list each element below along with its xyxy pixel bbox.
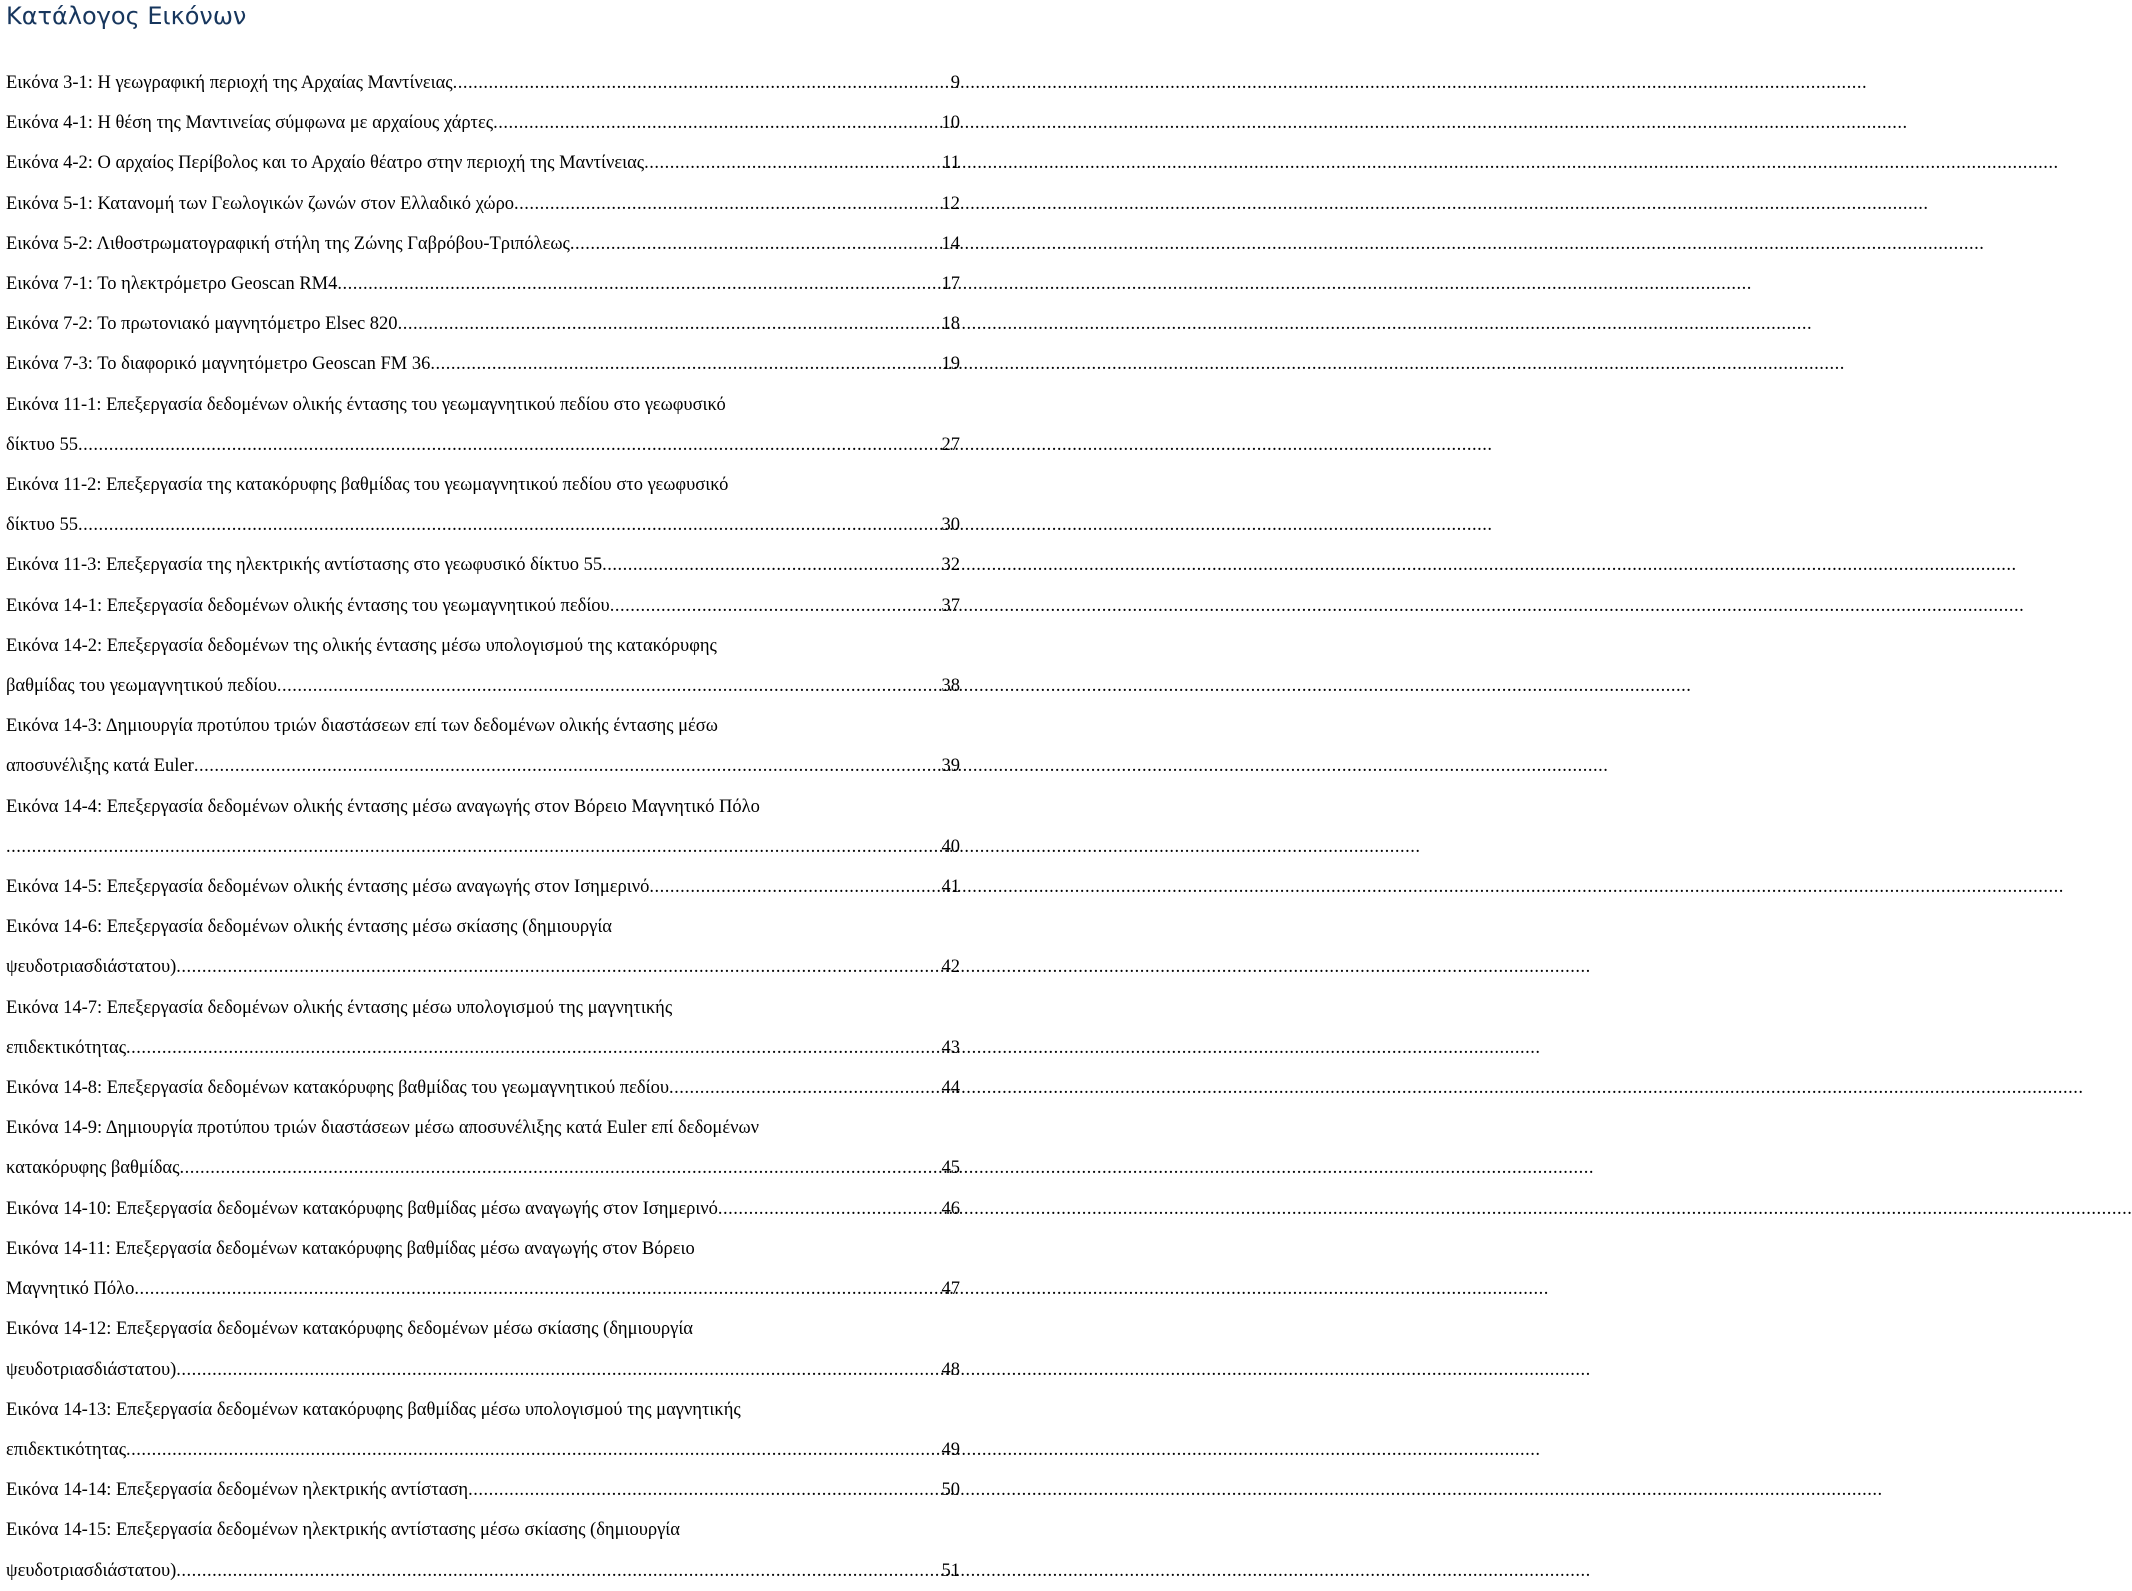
toc-entry-page-number: 10	[941, 113, 960, 134]
toc-entry-caption: Εικόνα 7-3: Το διαφορικό μαγνητόμετρο Geoscan FM 36	[6, 354, 431, 375]
dot-leader	[78, 505, 941, 545]
toc-entry-page-number: 43	[941, 1037, 960, 1058]
toc-entry-caption: Εικόνα 14-15: Επεξεργασία δεδομένων ηλεκτρικής αντίστασης μέσω σκίασης (δημιουργία	[6, 1520, 680, 1541]
toc-entry-caption: επιδεκτικότητας	[6, 1037, 127, 1058]
dot-leader	[514, 184, 940, 224]
toc-entry-page-number: 41	[941, 877, 960, 898]
toc-entry[interactable]	[6, 143, 960, 183]
toc-entry[interactable]	[6, 867, 960, 907]
toc-entry-caption: αποσυνέλιξης κατά Euler	[6, 756, 194, 777]
page-title: Κατάλογος Εικόνων	[6, 2, 247, 30]
toc-entry-continuation	[6, 425, 960, 465]
toc-entry[interactable]	[6, 465, 960, 545]
toc-entry[interactable]	[6, 63, 960, 103]
toc-entry[interactable]	[6, 1309, 960, 1389]
toc-entry-continuation	[6, 1269, 960, 1309]
toc-entry-continuation	[6, 1551, 960, 1591]
toc-entry-caption: κατακόρυφης βαθμίδας	[6, 1158, 180, 1179]
document-page	[0, 0, 960, 1581]
toc-entry[interactable]	[6, 787, 960, 867]
table-of-figures	[6, 63, 960, 1591]
toc-entry-caption: Εικόνα 14-13: Επεξεργασία δεδομένων κατακόρυφης βαθμίδας μέσω υπολογισμού της μαγνητικής	[6, 1399, 741, 1420]
toc-entry[interactable]	[6, 907, 960, 987]
dot-leader	[493, 103, 940, 143]
toc-entry-caption: Εικόνα 14-6: Επεξεργασία δεδομένων ολικής έντασης μέσω σκίασης (δημιουργία	[6, 917, 613, 938]
dot-leader	[570, 224, 941, 264]
toc-entry-caption: δίκτυο 55	[6, 515, 78, 536]
dot-leader	[669, 1068, 940, 1108]
toc-entry[interactable]	[6, 385, 960, 465]
dot-leader	[126, 1430, 940, 1470]
toc-entry-caption: Εικόνα 11-2: Επεξεργασία της κατακόρυφης βαθμίδας του γεωμαγνητικού πεδίου στο γεωφυσικό	[6, 475, 729, 496]
toc-entry-page-number: 47	[941, 1279, 960, 1300]
toc-entry[interactable]	[6, 1470, 960, 1510]
toc-entry[interactable]	[6, 988, 960, 1068]
toc-entry-continuation	[6, 666, 960, 706]
toc-entry-caption: δίκτυο 55	[6, 434, 78, 455]
dot-leader	[277, 666, 941, 706]
toc-entry-caption: Εικόνα 11-1: Επεξεργασία δεδομένων ολικής έντασης του γεωμαγνητικού πεδίου στο γεωφυσικό	[6, 394, 726, 415]
dot-leader	[610, 586, 941, 626]
toc-entry-caption: Εικόνα 14-5: Επεξεργασία δεδομένων ολικής έντασης μέσω αναγωγής στον Ισημερινό	[6, 877, 650, 898]
dot-leader	[194, 746, 941, 786]
toc-entry-continuation	[6, 1430, 960, 1470]
toc-entry-page-number: 9	[950, 73, 960, 93]
toc-entry[interactable]	[6, 184, 960, 224]
toc-entry-caption: ψευδοτριασδιάστατου)	[6, 1560, 177, 1581]
toc-entry-page-number: 46	[941, 1198, 960, 1219]
dot-leader	[602, 545, 940, 585]
toc-entry[interactable]	[6, 1108, 960, 1188]
toc-entry-caption: Εικόνα 14-10: Επεξεργασία δεδομένων κατακόρυφης βαθμίδας μέσω αναγωγής στον Ισημερινό	[6, 1198, 718, 1219]
toc-entry-continuation	[6, 1028, 960, 1068]
toc-entry-continuation	[6, 947, 960, 987]
toc-entry-caption: Εικόνα 14-3: Δημιουργία προτύπου τριών διαστάσεων επί των δεδομένων ολικής έντασης μέσω	[6, 716, 718, 737]
toc-entry-page-number: 17	[941, 274, 960, 295]
toc-entry-caption: Εικόνα 4-1: Η θέση της Μαντινείας σύμφωνα με αρχαίους χάρτες	[6, 113, 494, 134]
dot-leader	[718, 1189, 941, 1229]
toc-entry-continuation	[6, 505, 960, 545]
dot-leader	[468, 1470, 940, 1510]
toc-entry-caption: Εικόνα 5-2: Λιθοστρωματογραφική στήλη της Ζώνης Γαβρόβου-Τριπόλεως	[6, 233, 570, 254]
dot-leader	[337, 264, 940, 304]
toc-entry[interactable]	[6, 1189, 960, 1229]
toc-entry-caption: Εικόνα 14-11: Επεξεργασία δεδομένων κατακόρυφης βαθμίδας μέσω αναγωγής στον Βόρειο	[6, 1238, 695, 1259]
toc-entry-caption: Εικόνα 14-2: Επεξεργασία δεδομένων της ολικής έντασης μέσω υπολογισμού της κατακόρυφης	[6, 635, 717, 656]
toc-entry-caption: Εικόνα 14-4: Επεξεργασία δεδομένων ολικής έντασης μέσω αναγωγής στον Βόρειο Μαγνητικό Πόλο	[6, 796, 760, 817]
toc-entry-caption: Εικόνα 14-8: Επεξεργασία δεδομένων κατακόρυφης βαθμίδας του γεωμαγνητικού πεδίου	[6, 1078, 670, 1099]
toc-entry-continuation	[6, 1148, 960, 1188]
dot-leader	[398, 304, 941, 344]
toc-entry-caption: Εικόνα 14-9: Δημιουργία προτύπου τριών διαστάσεων μέσω αποσυνέλιξης κατά Euler επί δεδομένων	[6, 1118, 760, 1139]
toc-entry-caption: Εικόνα 3-1: Η γεωγραφική περιοχή της Αρχαίας Μαντίνειας	[6, 73, 453, 93]
toc-entry-page-number: 45	[941, 1158, 960, 1179]
toc-entry-page-number: 49	[941, 1439, 960, 1460]
toc-entry-page-number: 39	[941, 756, 960, 777]
toc-entry[interactable]	[6, 626, 960, 706]
toc-entry-page-number: 48	[941, 1359, 960, 1380]
dot-leader	[649, 867, 940, 907]
dot-leader	[176, 1350, 940, 1390]
toc-entry-caption: επιδεκτικότητας	[6, 1439, 127, 1460]
toc-entry-caption: Εικόνα 14-7: Επεξεργασία δεδομένων ολικής έντασης μέσω υπολογισμού της μαγνητικής	[6, 997, 673, 1018]
toc-entry-page-number: 37	[941, 595, 960, 616]
toc-entry-caption: Εικόνα 7-2: Το πρωτονιακό μαγνητόμετρο Elsec 820	[6, 314, 398, 335]
toc-entry[interactable]	[6, 1510, 960, 1590]
toc-entry-continuation	[6, 827, 960, 867]
toc-entry-caption: Μαγνητικό Πόλο	[6, 1279, 135, 1300]
toc-entry-caption: Εικόνα 11-3: Επεξεργασία της ηλεκτρικής αντίστασης στο γεωφυσικό δίκτυο 55	[6, 555, 603, 576]
toc-entry-continuation	[6, 746, 960, 786]
toc-entry-page-number: 42	[941, 957, 960, 978]
toc-entry-page-number: 12	[941, 193, 960, 214]
toc-entry[interactable]	[6, 344, 960, 384]
dot-leader	[430, 344, 940, 384]
toc-entry-page-number: 32	[941, 555, 960, 576]
toc-entry-caption: Εικόνα 14-1: Επεξεργασία δεδομένων ολικής έντασης του γεωμαγνητικού πεδίου	[6, 595, 610, 616]
dot-leader	[126, 1028, 940, 1068]
toc-entry-caption: Εικόνα 14-12: Επεξεργασία δεδομένων κατακόρυφης δεδομένων μέσω σκίασης (δημιουργία	[6, 1319, 693, 1340]
toc-entry-page-number: 14	[941, 233, 960, 254]
dot-leader	[78, 425, 941, 465]
dot-leader	[644, 143, 941, 183]
toc-entry[interactable]	[6, 1229, 960, 1309]
toc-entry-caption: ψευδοτριασδιάστατου)	[6, 1359, 177, 1380]
dot-leader	[179, 1148, 940, 1188]
toc-entry-page-number: 11	[942, 153, 960, 174]
toc-entry[interactable]	[6, 706, 960, 786]
dot-leader	[6, 827, 941, 867]
toc-entry[interactable]	[6, 304, 960, 344]
dot-leader	[176, 947, 940, 987]
toc-entry[interactable]	[6, 1068, 960, 1108]
toc-entry[interactable]	[6, 103, 960, 143]
toc-entry[interactable]	[6, 1390, 960, 1470]
toc-entry-page-number: 40	[941, 836, 960, 857]
dot-leader	[176, 1551, 940, 1591]
dot-leader	[453, 63, 950, 103]
toc-entry-page-number: 18	[941, 314, 960, 335]
toc-entry-page-number: 51	[941, 1560, 960, 1581]
toc-entry-page-number: 19	[941, 354, 960, 375]
toc-entry-caption: Εικόνα 14-14: Επεξεργασία δεδομένων ηλεκτρικής αντίσταση	[6, 1480, 469, 1501]
toc-entry-caption: Εικόνα 7-1: Το ηλεκτρόμετρο Geoscan RM4	[6, 274, 338, 295]
toc-entry-page-number: 27	[941, 434, 960, 455]
toc-entry[interactable]	[6, 545, 960, 585]
toc-entry[interactable]	[6, 224, 960, 264]
toc-entry-caption: ψευδοτριασδιάστατου)	[6, 957, 177, 978]
toc-entry-caption: Εικόνα 5-1: Κατανομή των Γεωλογικών ζωνών στον Ελλαδικό χώρο	[6, 193, 515, 214]
toc-entry-page-number: 50	[941, 1480, 960, 1501]
toc-entry[interactable]	[6, 586, 960, 626]
toc-entry-page-number: 30	[941, 515, 960, 536]
toc-entry-caption: Εικόνα 4-2: Ο αρχαίος Περίβολος και το Αρχαίο θέατρο στην περιοχή της Μαντίνειας	[6, 153, 645, 174]
toc-entry-page-number: 38	[941, 676, 960, 697]
toc-entry[interactable]	[6, 264, 960, 304]
dot-leader	[134, 1269, 940, 1309]
toc-entry-continuation	[6, 1350, 960, 1390]
toc-entry-caption: βαθμίδας του γεωμαγνητικού πεδίου	[6, 676, 277, 697]
toc-entry-page-number: 44	[941, 1078, 960, 1099]
